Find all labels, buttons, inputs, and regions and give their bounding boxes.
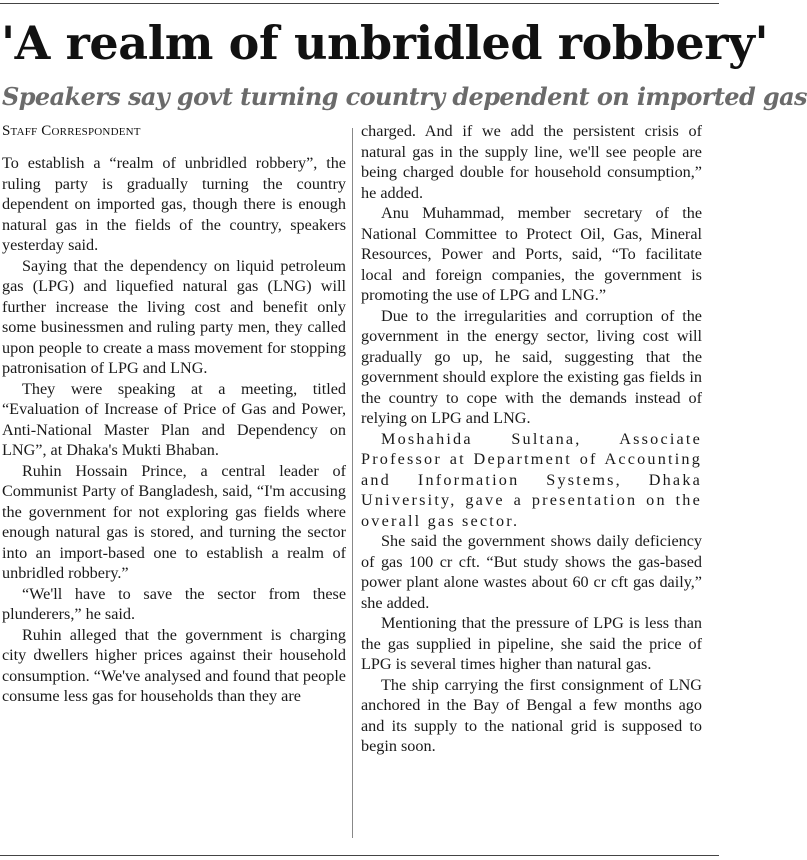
paragraph: Saying that the dependency on liquid petroleum gas (LPG) and liquefied natural gas (LNG) will further increase the living cost and benefit only some businessmen and ruling party men, they called upon people to create a mass movement for stopping patronisation of LPG and LNG.	[2, 256, 346, 377]
column-divider	[352, 128, 353, 838]
paragraph: Ruhin Hossain Prince, a central leader of Communist Party of Bangladesh, said, “I'm accusing the government for not exploring gas fields where enough natural gas is stored, and turning the sector into an import-based one to establish a realm of unbridled robbery.”	[2, 461, 346, 582]
paragraph: Moshahida Sultana, Associate Professor at Department of Accounting and Information Systems, Dhaka University, gave a presentation on the overall gas sector.	[361, 429, 702, 530]
paragraph: charged. And if we add the persistent crisis of natural gas in the supply line, we'll see people are being charged double for household consumption,” he added.	[361, 122, 702, 202]
top-rule	[0, 3, 719, 4]
byline: Staff Correspondent	[2, 123, 141, 139]
article-column-right	[361, 121, 702, 757]
paragraph: Ruhin alleged that the government is charging city dwellers higher prices against their household consumption. “We've analysed and found that people consume less gas for households than they are	[2, 625, 346, 705]
paragraph: She said the government shows daily deficiency of gas 100 cr cft. “But study shows the gas-based power plant alone wastes about 60 cr cft gas daily,” she added.	[361, 532, 702, 612]
paragraph: Mentioning that the pressure of LPG is less than the gas supplied in pipeline, she said the price of LPG is several times higher than natural gas.	[361, 614, 702, 673]
subheadline: Speakers say govt turning country dependent on imported gas	[2, 82, 807, 111]
paragraph: They were speaking at a meeting, titled “Evaluation of Increase of Price of Gas and Power, Anti-National Master Plan and Dependency on LNG”, at Dhaka's Mukti Bhaban.	[2, 379, 346, 459]
article-column-left	[2, 153, 346, 707]
paragraph: Anu Muhammad, member secretary of the National Committee to Protect Oil, Gas, Mineral Resources, Power and Ports, said, “To facilitate local and foreign companies, the government is promoting the use of LPG and LNG.”	[361, 204, 702, 304]
bottom-rule	[0, 855, 719, 856]
paragraph: “We'll have to save the sector from these plunderers,” he said.	[2, 584, 346, 623]
paragraph: Due to the irregularities and corruption of the government in the energy sector, living cost will gradually go up, he said, suggesting that the government should explore the existing gas fields in the country to cope with the demands instead of relying on LPG and LNG.	[361, 306, 702, 427]
paragraph: To establish a “realm of unbridled robbery”, the ruling party is gradually turning the country dependent on imported gas, though there is enough natural gas in the fields of the country, speakers yesterday said.	[2, 154, 346, 254]
headline: 'A realm of unbridled robbery'	[1, 16, 769, 70]
paragraph: The ship carrying the first consignment of LNG anchored in the Bay of Bengal a few months ago and its supply to the national grid is supposed to begin soon.	[361, 675, 702, 755]
